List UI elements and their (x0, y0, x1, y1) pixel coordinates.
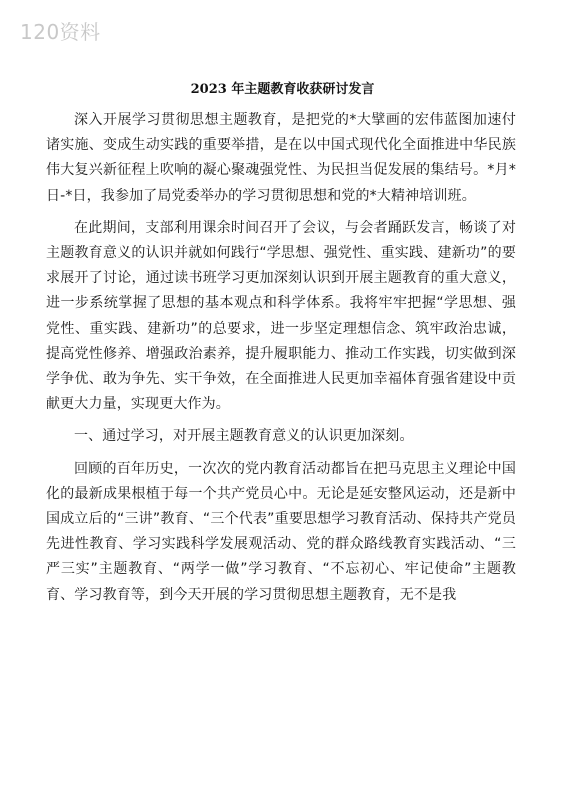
document-body (46, 108, 516, 615)
section-heading-1: 一、通过学习，对开展主题教育意义的认识更加深刻。 (74, 428, 414, 445)
paragraph-discussion: 在此期间，支部利用课余时间召开了会议，与会者踊跃发言，畅谈了对主题教育意义的认识并就如何践行“学思想、强党性、重实践、建新功”的要求展开了讨论，通过读书班学习更加深刻认识到开展主题教育的重大意义，进一步系统掌握了思想的基本观点和科学体系。我将牢牢把握“学思想、强党性、重实践、建新功”的总要求，进一步坚定理想信念、筑牢政治忠诚，提高党性修养、增强政治素养，提升履职能力、推动工作实践，切实做到深学争优、敢为争先、实干争效，在全面推进人民更加幸福体育强省建设中贡献更大力量，实现更大作为。 (46, 219, 516, 413)
document-title: 2023 年主题教育收获研讨发言 (190, 82, 375, 97)
watermark-logo: 120资料 (20, 20, 101, 44)
paragraph-history: 回顾的百年历史，一次次的党内教育活动都旨在把马克思主义理论中国化的最新成果根植于每一个共产党员心中。无论是延安整风运动，还是新中国成立后的“三讲”教育、“三个代表”重要思想学习教育活动、保持共产党员先进性教育、学习实践科学发展观活动、党的群众路线教育实践活动、“三严三实”主题教育、“两学一做”学习教育、“不忘初心、牢记使命”主题教育、学习教育等，到今天开展的学习贯彻思想主题教育，无不是我 (46, 460, 516, 603)
paragraph-intro: 深入开展学习贯彻思想主题教育，是把党的*大擘画的宏伟蓝图加速付诸实施、变成生动实践的重要举措，是在以中国式现代化全面推进中华民族伟大复兴新征程上吹响的凝心聚魂强党性、为民担当促发展的集结号。*月*日-*日，我参加了局党委举办的学习贯彻思想和党的*大精神培训班。 (46, 112, 516, 204)
